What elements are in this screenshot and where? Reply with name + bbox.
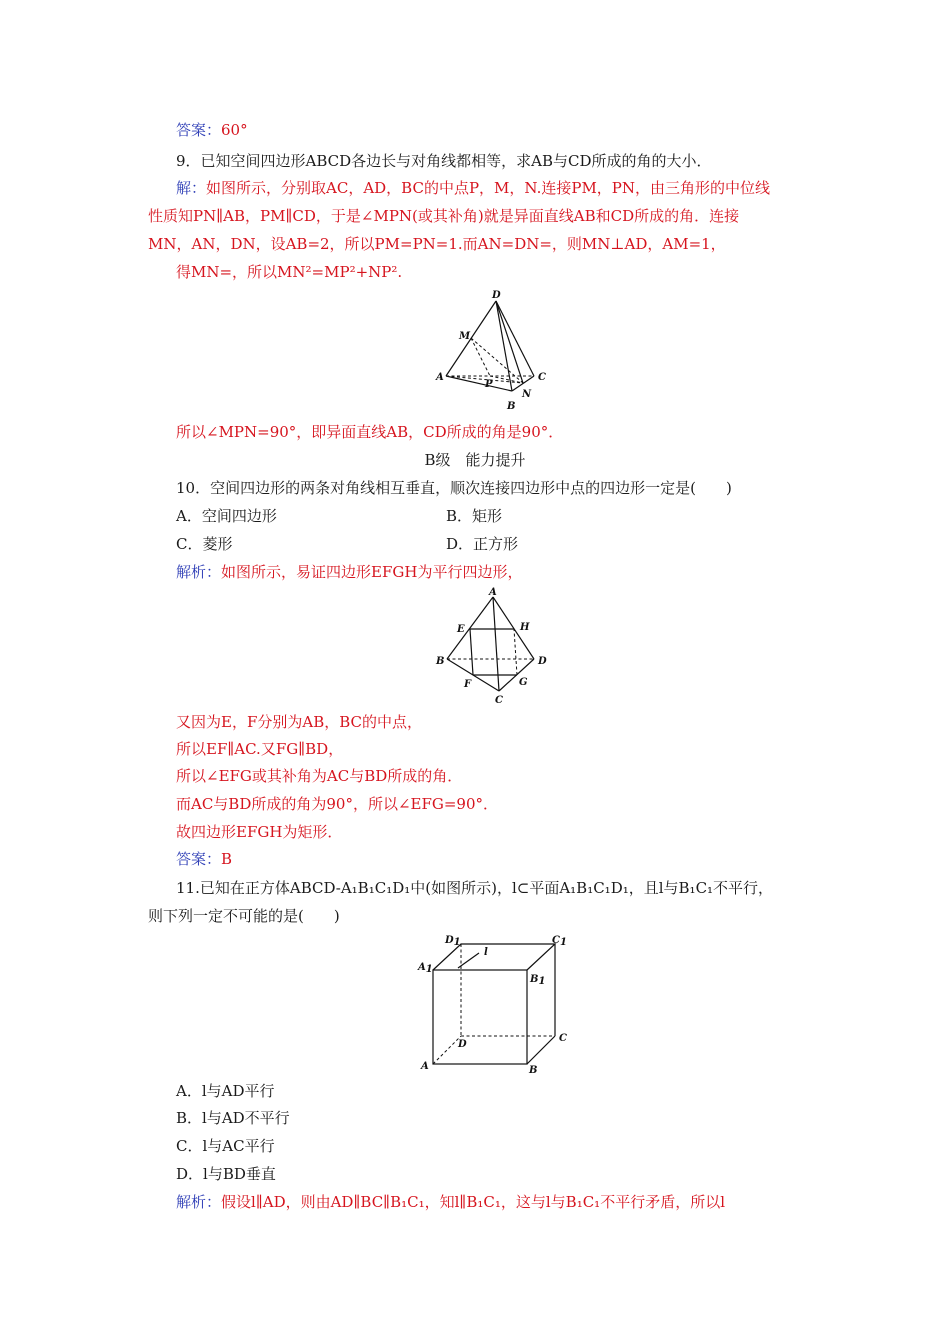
- option-d: D．正方形: [446, 535, 519, 553]
- analysis-line-3: 所以EF∥AC.又FG∥BD，: [176, 740, 344, 758]
- segment-gh-dashed: [514, 629, 517, 675]
- label-f: F: [464, 679, 472, 690]
- label-d: D: [458, 1039, 467, 1050]
- analysis-text: 如图所示，易证四边形EFGH为平行四边形，: [221, 563, 523, 581]
- q11-analysis-line-1: [176, 1191, 725, 1213]
- quadrilateral-figure: [430, 586, 560, 708]
- label-d1: D1: [445, 935, 461, 948]
- analysis-line-6: 故四边形EFGH为矩形．: [176, 823, 343, 841]
- label-p: P: [485, 379, 493, 390]
- label-c: C: [495, 695, 503, 706]
- solution-conclusion: 所以∠MPN=90°，即异面直线AB，CD所成的角是90°．: [176, 423, 564, 441]
- label-a: A: [421, 1061, 429, 1072]
- question-11-line-1: 11.已知在正方体ABCD-A₁B₁C₁D₁中(如图所示)，l⊂平面A₁B₁C₁D₁，且l与B₁C₁不平行，: [176, 879, 774, 897]
- label-n: N: [522, 389, 532, 400]
- label-e: E: [457, 624, 465, 635]
- q11-option-d: D．l与BD垂直: [176, 1165, 276, 1183]
- segment-mp: [471, 338, 490, 376]
- edge-cb: [527, 1036, 555, 1064]
- label-b1: B1: [530, 974, 546, 987]
- label-c1: C1: [552, 935, 567, 948]
- label-m: M: [459, 331, 471, 342]
- label-a1: A1: [418, 962, 433, 975]
- section-title: B级 能力提升: [424, 451, 526, 469]
- label-d: D: [538, 656, 547, 667]
- label-b: B: [436, 656, 445, 667]
- analysis-text: 假设l∥AD，则由AD∥BC∥B₁C₁，知l∥B₁C₁，这与l与B₁C₁不平行矛盾，所以l: [221, 1193, 725, 1211]
- segment-ef: [470, 629, 473, 675]
- solution-label: 解：: [176, 179, 207, 197]
- analysis-line-4: 所以∠EFG或其补角为AC与BD所成的角．: [176, 767, 463, 785]
- label-c: C: [538, 372, 546, 383]
- label-h: H: [520, 622, 530, 633]
- option-b: B．矩形: [446, 507, 503, 525]
- label-a: A: [489, 587, 497, 598]
- answer-line: [176, 119, 248, 141]
- edge-ac: [493, 597, 499, 691]
- solution-line-3: MN，AN，DN，设AB=2，所以PM=PN=1.而AN=DN=，则MN⊥AD，AM=1，: [148, 235, 726, 253]
- analysis-label: 解析：: [176, 563, 222, 581]
- question-10: 10．空间四边形的两条对角线相互垂直，顺次连接四边形中点的四边形一定是( ): [176, 479, 732, 497]
- edge-ab: [447, 597, 493, 659]
- answer-line-10: [176, 848, 232, 870]
- solution-line-2: 性质知PN∥AB，PM∥CD，于是∠MPN(或其补角)就是异面直线AB和CD所成的角．连接: [148, 207, 740, 225]
- cube-figure: [415, 930, 575, 1076]
- label-a: A: [436, 372, 444, 383]
- label-l: l: [484, 947, 488, 958]
- tetrahedron-figure: [430, 288, 560, 416]
- answer-value: 60°: [221, 121, 248, 139]
- analysis-line-5: 而AC与BD所成的角为90°，所以∠EFG=90°．: [176, 795, 499, 813]
- option-c: C．菱形: [176, 535, 233, 553]
- q11-option-c: C．l与AC平行: [176, 1137, 275, 1155]
- analysis-label: 解析：: [176, 1193, 222, 1211]
- analysis-line-1: [176, 561, 522, 583]
- edge-db: [496, 301, 512, 391]
- label-b: B: [507, 401, 516, 412]
- answer-label: 答案：: [176, 121, 222, 139]
- option-a: A．空间四边形: [176, 507, 277, 525]
- label-d: D: [492, 290, 501, 301]
- top-face: [433, 944, 555, 970]
- front-face: [433, 970, 527, 1064]
- question-11-line-2: 则下列一定不可能的是( ): [148, 907, 340, 925]
- label-c: C: [559, 1033, 567, 1044]
- label-b: B: [529, 1065, 538, 1076]
- question-9: 9．已知空间四边形ABCD各边长与对角线都相等，求AB与CD所成的角的大小．: [176, 152, 712, 170]
- answer-value: B: [221, 850, 233, 868]
- solution-line-4: 得MN=，所以MN²=MP²+NP².: [176, 263, 403, 281]
- label-g: G: [519, 677, 528, 688]
- q11-option-a: A．l与AD平行: [176, 1082, 275, 1100]
- solution-line-1: [176, 177, 770, 199]
- analysis-line-2: 又因为E，F分别为AB，BC的中点，: [176, 713, 422, 731]
- answer-label: 答案：: [176, 850, 222, 868]
- solution-text: 如图所示，分别取AC，AD，BC的中点P，M，N.连接PM，PN，由三角形的中位线: [206, 179, 771, 197]
- edge-ad-dashed: [433, 1036, 461, 1064]
- q11-option-b: B．l与AD不平行: [176, 1109, 290, 1127]
